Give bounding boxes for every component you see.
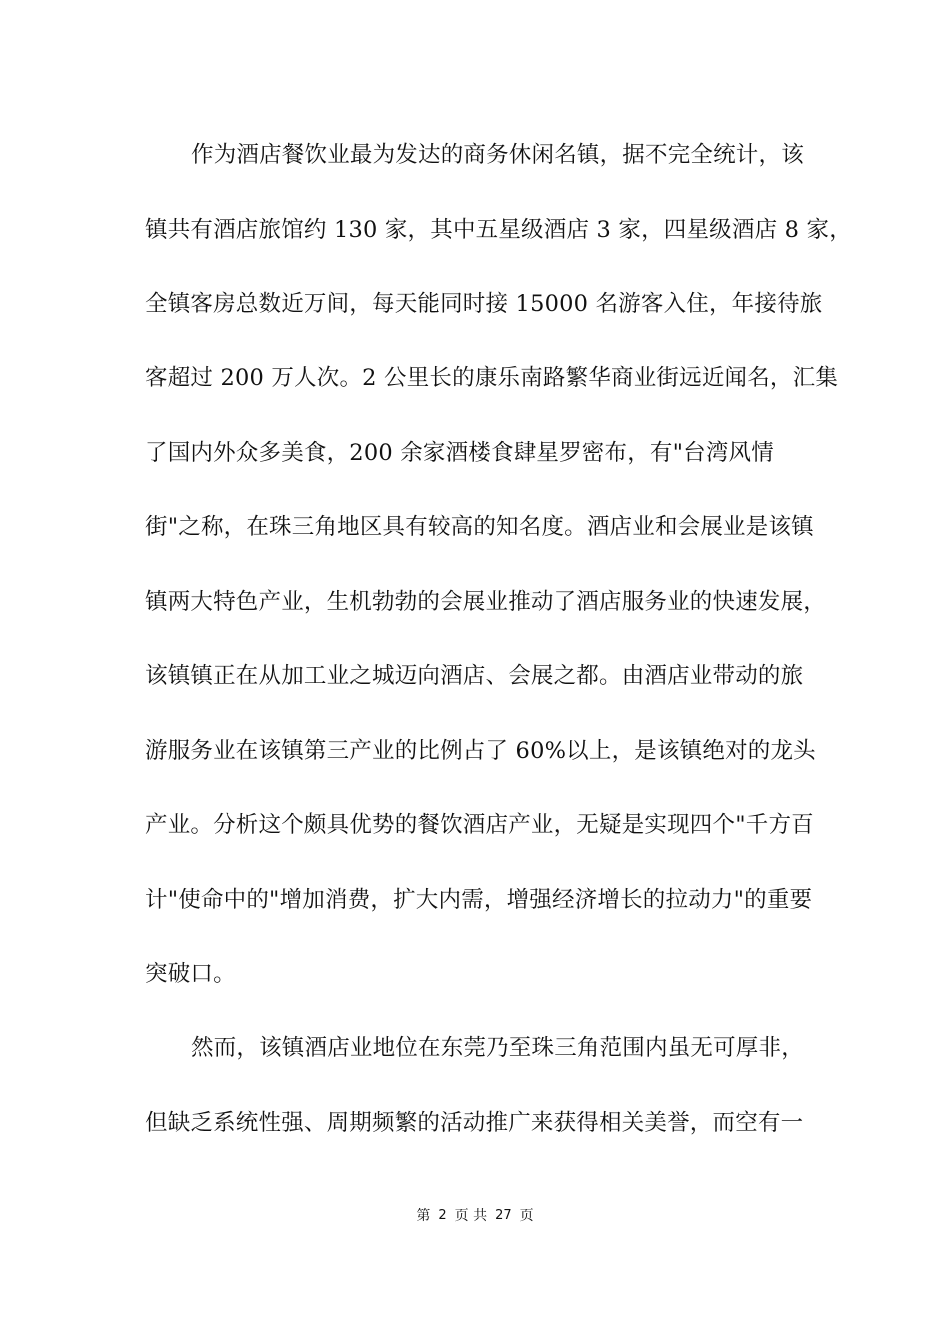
text-line: 产业。分析这个颇具优势的餐饮酒店产业，无疑是实现四个"千方百 [145, 812, 814, 838]
footer-prefix: 第 [416, 1208, 431, 1224]
text-line: 镇两大特色产业，生机勃勃的会展业推动了酒店服务业的快速发展， [145, 589, 827, 615]
text-line: 镇共有酒店旅馆约 130 家，其中五星级酒店 3 家，四星级酒店 8 家， [145, 217, 852, 243]
text-line: 作为酒店餐饮业最为发达的商务休闲名镇，据不完全统计，该 [191, 142, 804, 168]
total-pages-number: 27 [495, 1208, 512, 1223]
text-line: 游服务业在该镇第三产业的比例占了 60%以上，是该镇绝对的龙头 [145, 738, 816, 764]
text-line: 该镇镇正在从加工业之城迈向酒店、会展之都。由酒店业带动的旅 [145, 663, 804, 689]
footer-suffix: 页 [519, 1208, 534, 1224]
text-line: 街"之称，在珠三角地区具有较高的知名度。酒店业和会展业是该镇 [145, 514, 814, 540]
text-line: 计"使命中的"增加消费，扩大内需，增强经济增长的拉动力"的重要 [145, 887, 813, 913]
text-line: 但缺乏系统性强、周期频繁的活动推广来获得相关美誉，而空有一 [145, 1110, 804, 1136]
text-line: 了国内外众多美食，200 余家酒楼食肆星罗密布，有"台湾风情 [145, 440, 774, 466]
footer-middle: 页 共 [454, 1208, 488, 1224]
text-line: 然而，该镇酒店业地位在东莞乃至珠三角范围内虽无可厚非， [191, 1035, 804, 1061]
current-page-number: 2 [438, 1208, 447, 1223]
text-line: 客超过 200 万人次。2 公里长的康乐南路繁华商业街远近闻名，汇集 [145, 365, 839, 391]
page-footer [0, 1204, 950, 1228]
text-line: 全镇客房总数近万间，每天能同时接 15000 名游客入住，年接待旅 [145, 291, 823, 317]
text-line: 突破口。 [145, 961, 236, 987]
